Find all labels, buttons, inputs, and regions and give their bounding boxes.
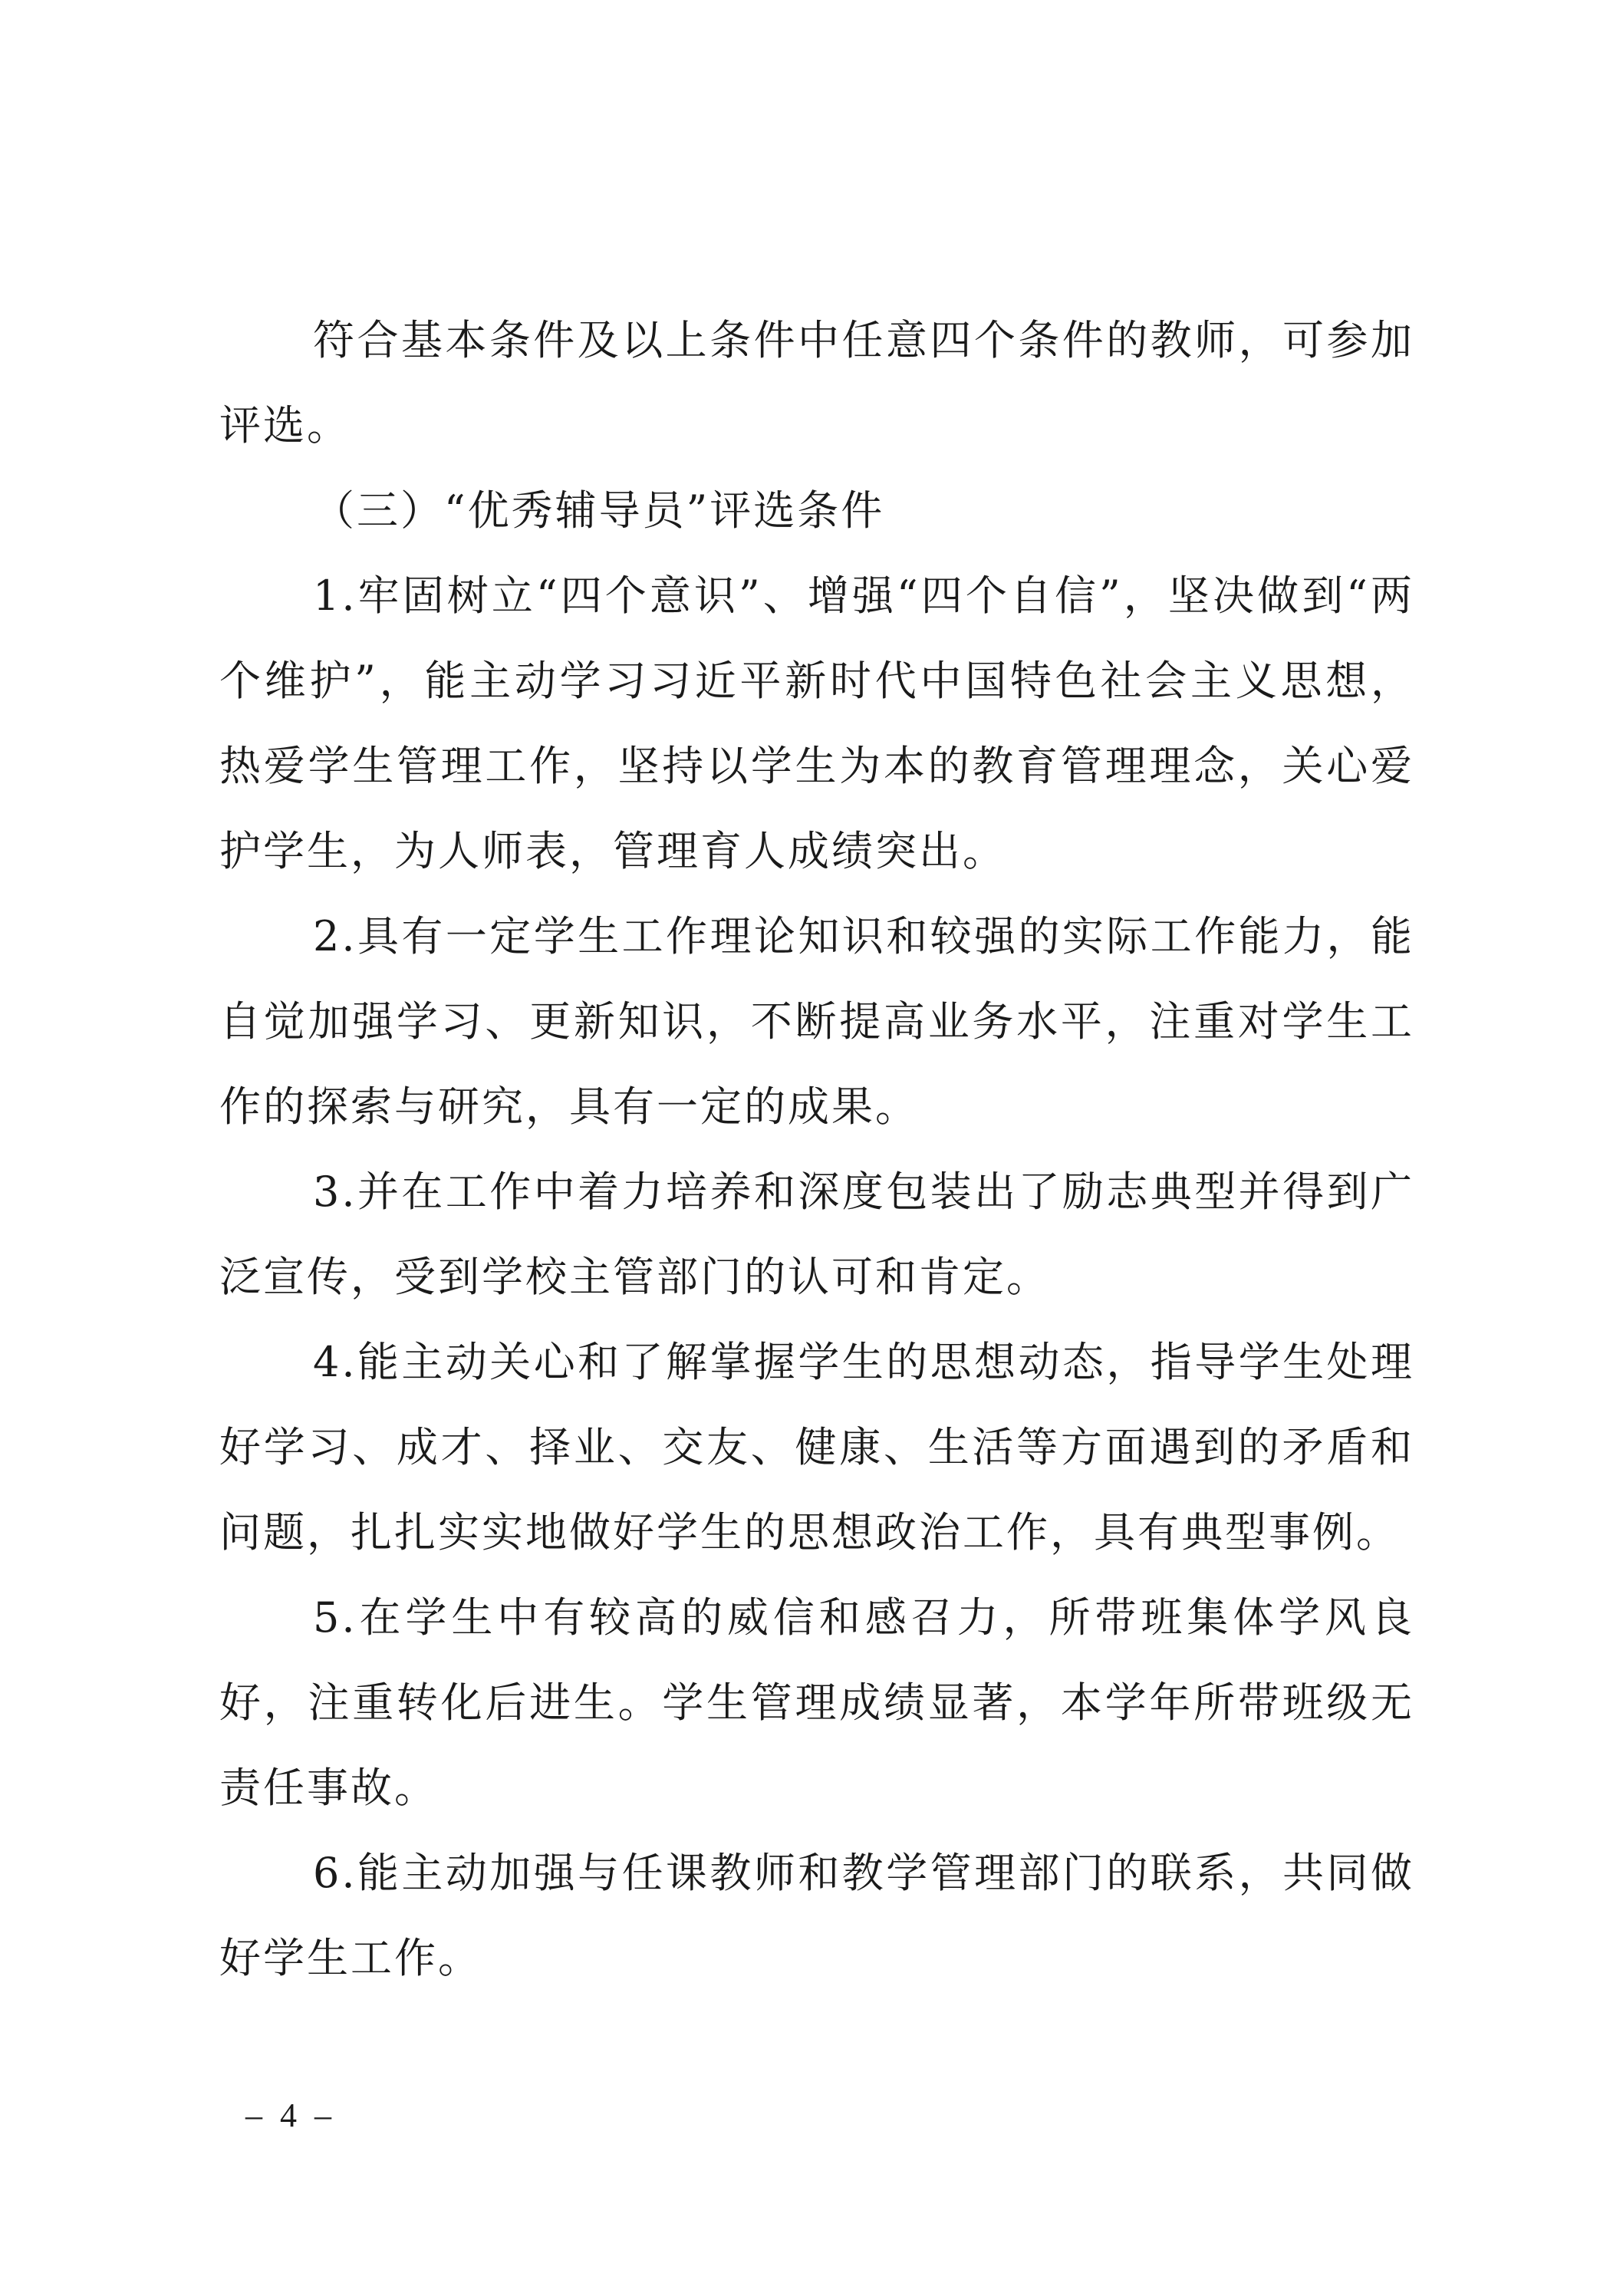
paragraph-item-1: 1.牢固树立“四个意识”、增强“四个自信”，坚决做到“两个维护”，能主动学习习近平新时代中国特色社会主义思想，热爱学生管理工作，坚持以学生为本的教育管理理念，关心爱护学生，为人师表，管理育人成绩突出。 bbox=[219, 572, 1414, 875]
paragraph-item-6: 6.能主动加强与任课教师和教学管理部门的联系，共同做好学生工作。 bbox=[219, 1849, 1414, 1982]
section-heading: （三）“优秀辅导员”评选条件 bbox=[313, 486, 885, 535]
paragraph-item-5: 5.在学生中有较高的威信和感召力，所带班集体学风良好，注重转化后进生。学生管理成绩显著，本学年所带班级无责任事故。 bbox=[219, 1593, 1414, 1812]
paragraph-item-4: 4.能主动关心和了解掌握学生的思想动态，指导学生处理好学习、成才、择业、交友、健康、生活等方面遇到的矛盾和问题，扎扎实实地做好学生的思想政治工作，具有典型事例。 bbox=[219, 1338, 1414, 1556]
page-number: – 4 – bbox=[245, 2097, 336, 2134]
paragraph-intro: 符合基本条件及以上条件中任意四个条件的教师，可参加评选。 bbox=[219, 316, 1414, 450]
document-body bbox=[219, 298, 1414, 2001]
paragraph-item-3: 3.并在工作中着力培养和深度包装出了励志典型并得到广泛宣传，受到学校主管部门的认可和肯定。 bbox=[219, 1168, 1414, 1301]
paragraph-item-2: 2.具有一定学生工作理论知识和较强的实际工作能力，能自觉加强学习、更新知识，不断提高业务水平，注重对学生工作的探索与研究，具有一定的成果。 bbox=[219, 912, 1414, 1131]
